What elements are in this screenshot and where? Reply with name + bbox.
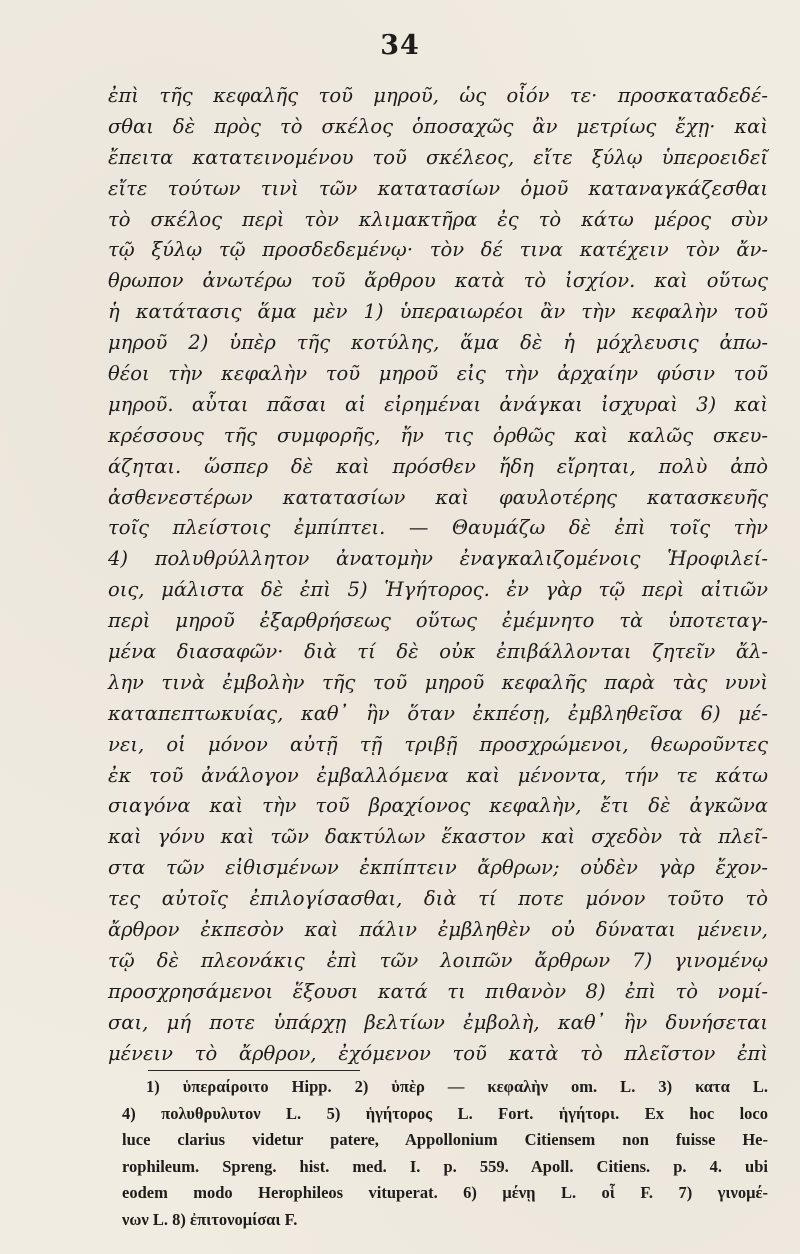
text-line: ἐκ τοῦ ἀνάλογον ἐμβαλλόμενα καὶ μένοντα, τήν τε κάτω	[108, 763, 768, 787]
text-line: οις, μάλιστα δὲ ἐπὶ 5) Ἡγήτορος. ἐν γὰρ τῷ περὶ αἰτιῶν	[108, 578, 768, 602]
text-line: μένειν τὸ ἄρθρον, ἐχόμενον τοῦ κατὰ τὸ πλεῖστον ἐπὶ	[108, 1041, 768, 1065]
text-line: ἔπειτα κατατεινομένου τοῦ σκέλεος, εἴτε ξύλῳ ὑπεροειδεῖ	[108, 145, 768, 169]
text-line: θέοι τὴν κεφαλὴν τοῦ μηροῦ εἰς τὴν ἀρχαίην φύσιν τοῦ	[108, 362, 768, 386]
text-line: μένα διασαφῶν· διὰ τί δὲ οὐκ ἐπιβάλλονται ζητεῖν ἄλ-	[108, 640, 768, 664]
footnote-line: νων L. 8) ἐπιτονομίσαι F.	[122, 1209, 298, 1229]
page-number: 34	[380, 30, 420, 61]
text-line: στα τῶν εἰθισμένων ἐκπίπτειν ἄρθρων; οὐδὲν γὰρ ἔχον-	[108, 856, 768, 880]
footnote-line: rophileum. Spreng. hist. med. I. p. 559. Apoll. Citiens. p. 4. ubi	[122, 1156, 768, 1176]
footnote-line: eodem modo Herophileos vituperat. 6) μένῃ L. οἷ F. 7) γινομέ-	[122, 1183, 768, 1202]
text-line: μηροῦ. αὗται πᾶσαι αἱ εἰρημέναι ἀνάγκαι ἰσχυραὶ 3) καὶ	[108, 392, 768, 416]
text-line: τὸ σκέλος περὶ τὸν κλιμακτῆρα ἐς τὸ κάτω μέρος σὺν	[108, 207, 768, 231]
footnotes	[122, 1074, 768, 1233]
text-line: τες αὐτοῖς ἐπιλογίσασθαι, διὰ τί ποτε μόνον τοῦτο τὸ	[108, 887, 768, 911]
footnote-line: 4) πολυθρυλυτον L. 5) ἡγήτορος L. Fort. ἡγήτορι. Ex hoc loco	[122, 1103, 768, 1123]
text-line: περὶ μηροῦ ἐξαρθρήσεως οὕτως ἐμέμνητο τὰ ὑποτεταγ-	[108, 609, 768, 633]
text-line: νει, οἱ μόνον αὐτῇ τῇ τριβῇ προσχρώμενοι, θεωροῦντες	[108, 732, 768, 756]
text-line: ἀσθενεστέρων κατατασίων καὶ φαυλοτέρης κατασκευῆς	[108, 485, 768, 509]
text-line: τῷ δὲ πλεονάκις ἐπὶ τῶν λοιπῶν ἄρθρων 7) γινομένῳ	[108, 948, 768, 972]
text-line: σαι, μή ποτε ὑπάρχῃ βελτίων ἐμβολὴ, καθ᾽ ἣν δυνήσεται	[108, 1010, 768, 1034]
text-line: 4) πολυθρύλλητον ἀνατομὴν ἐναγκαλιζομένοις Ἡροφιλεί-	[108, 547, 768, 571]
text-line: μηροῦ 2) ὑπὲρ τῆς κοτύλης, ἅμα δὲ ἡ μόχλευσις ἀπω-	[108, 331, 768, 355]
text-line: ἄρθρον ἐκπεσὸν καὶ πάλιν ἐμβληθὲν οὐ δύναται μένειν,	[108, 918, 768, 942]
text-line: σθαι δὲ πρὸς τὸ σκέλος ὁποσαχῶς ἂν μετρίως ἔχῃ· καὶ	[108, 114, 768, 138]
footnote-rule	[148, 1070, 360, 1071]
text-line: σιαγόνα καὶ τὴν τοῦ βραχίονος κεφαλὴν, ἔτι δὲ ἀγκῶνα	[108, 794, 768, 818]
footnote-line: 1) ὑπεραίροιτο Hipp. 2) ὑπὲρ — κεφαλὴν om. L. 3) κατα L.	[146, 1077, 768, 1096]
text-line: άζηται. ὥσπερ δὲ καὶ πρόσθεν ἤδη εἴρηται, πολὺ ἀπὸ	[108, 454, 768, 478]
text-line: κρέσσους τῆς συμφορῆς, ἤν τις ὀρθῶς καὶ καλῶς σκευ-	[108, 423, 768, 447]
text-line: λην τινὰ ἐμβολὴν τῆς τοῦ μηροῦ κεφαλῆς παρὰ τὰς νυνὶ	[108, 670, 768, 694]
footnote-line: luce clarius videtur patere, Appollonium Citiensem non fuisse He-	[122, 1130, 768, 1149]
text-line: ἐπὶ τῆς κεφαλῆς τοῦ μηροῦ, ὡς οἷόν τε· προσκαταδεδέ-	[108, 84, 768, 107]
body-text	[108, 81, 768, 1070]
text-line: θρωπον ἀνωτέρω τοῦ ἄρθρου κατὰ τὸ ἰσχίον. καὶ οὕτως	[108, 269, 768, 293]
text-line: καταπεπτωκυίας, καθ᾽ ἣν ὅταν ἐκπέσῃ, ἐμβληθεῖσα 6) μέ-	[108, 701, 768, 725]
text-line: ἡ κατάτασις ἅμα μὲν 1) ὑπεραιωρέοι ἂν τὴν κεφαλὴν τοῦ	[108, 300, 768, 324]
text-line: καὶ γόνυ καὶ τῶν δακτύλων ἕκαστον καὶ σχεδὸν τὰ πλεῖ-	[108, 825, 768, 849]
text-line: τῷ ξύλῳ τῷ προσδεδεμένῳ· τὸν δέ τινα κατέχειν τὸν ἄν-	[108, 238, 768, 262]
text-line: εἴτε τούτων τινὶ τῶν κατατασίων ὁμοῦ καταναγκάζεσθαι	[108, 176, 768, 200]
text-line: τοῖς πλείστοις ἐμπίπτει. — Θαυμάζω δὲ ἐπὶ τοῖς τὴν	[108, 516, 768, 540]
text-line: προσχρησάμενοι ἕξουσι κατά τι πιθανὸν 8) ἐπὶ τὸ νομί-	[108, 979, 768, 1003]
